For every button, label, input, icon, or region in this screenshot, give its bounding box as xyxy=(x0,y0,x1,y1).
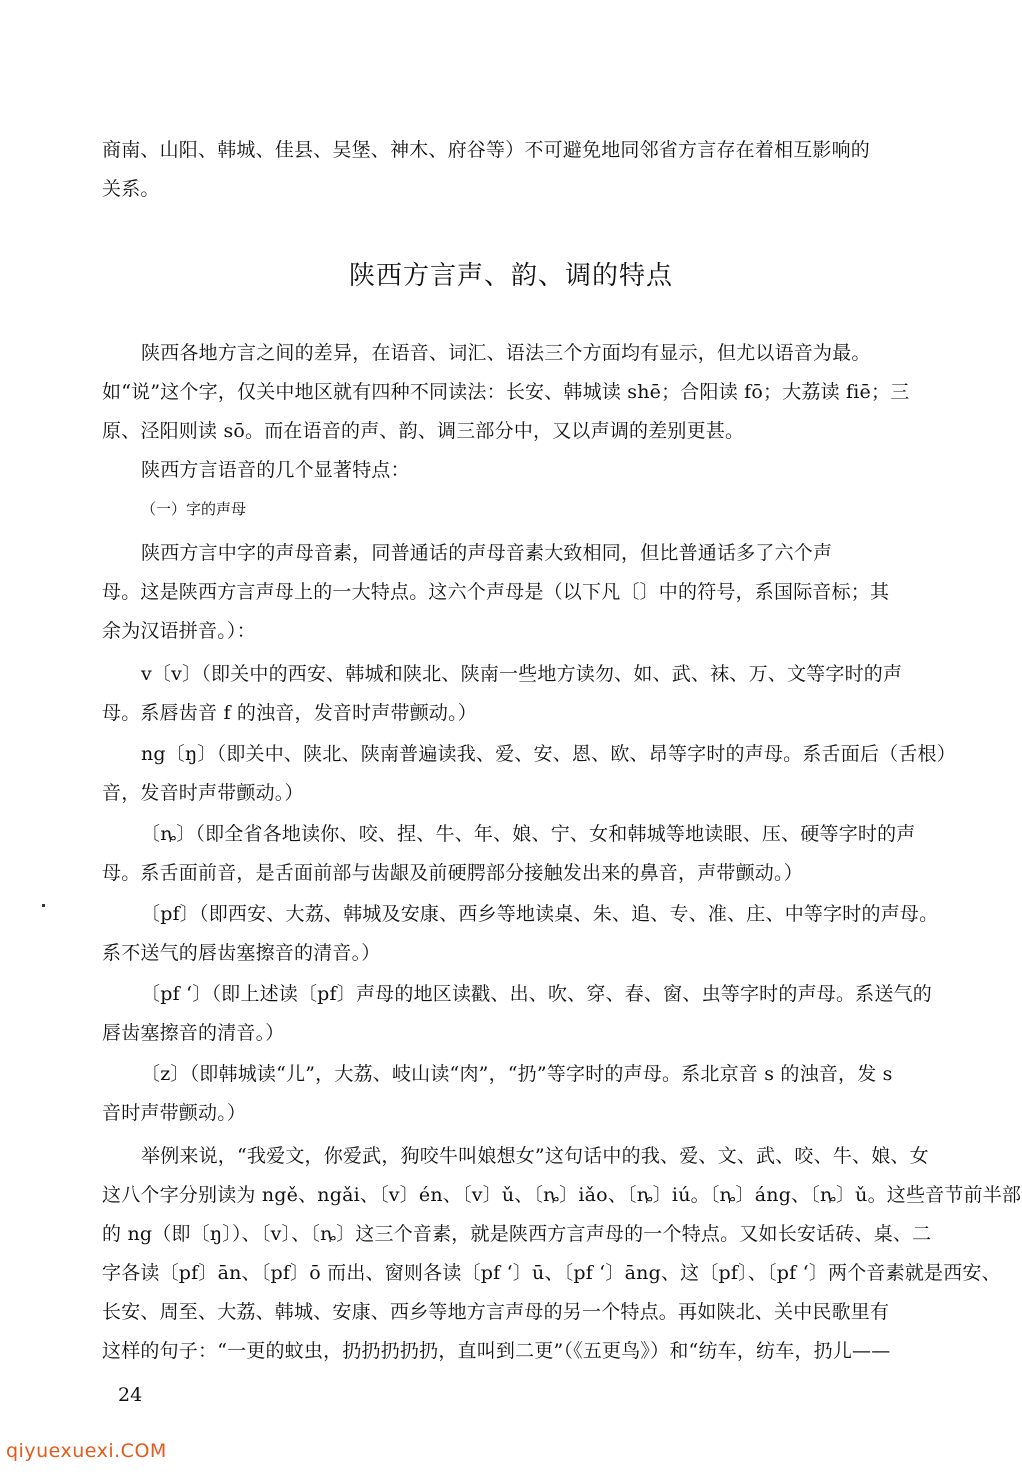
item-ng-line-1: ng〔ŋ〕（即关中、陕北、陕南普遍读我、爱、安、恩、欧、昂等字时的声母。系舌面后（舌根） xyxy=(141,743,956,765)
top-paragraph-line-2: 关系。 xyxy=(102,178,160,200)
initials-paragraph-line-1: 陕西方言中字的声母音素，同普通话的声母音素大致相同，但比普通话多了六个声 xyxy=(141,542,833,564)
item-pfh-line-1: 〔pf ‘〕（即上述读〔pf〕声母的地区读戳、出、吹、穿、春、窗、虫等字时的声母。系送气的 xyxy=(141,983,932,1005)
example-paragraph-line-5: 长安、周至、大荔、韩城、安康、西乡等地方言声母的另一个特点。再如陕北、关中民歌里有 xyxy=(102,1301,890,1323)
example-paragraph-line-1: 举例来说，“我爱文，你爱武，狗咬牛叫娘想女”这句话中的我、爱、文、武、咬、牛、娘、女 xyxy=(141,1145,929,1167)
item-pfh-line-2: 唇齿塞擦音的清音。） xyxy=(102,1022,285,1044)
item-pf-line-2: 系不送气的唇齿塞擦音的清音。） xyxy=(102,942,381,964)
item-z-line-1: 〔z〕（即韩城读“儿”，大荔、岐山读“肉”，“扔”等字时的声母。系北京音 s 的浊音，发 s xyxy=(141,1063,893,1085)
top-paragraph-line-1: 商南、山阳、韩城、佳县、吴堡、神木、府谷等）不可避免地同邻省方言存在着相互影响的 xyxy=(102,139,871,161)
site-watermark: qiyuexuexi.COM xyxy=(6,1440,167,1462)
subheading-initials: （一）字的声母 xyxy=(141,500,247,518)
intro-paragraph-line-1: 陕西各地方言之间的差异，在语音、词汇、语法三个方面均有显示，但尤以语音为最。 xyxy=(141,342,871,364)
item-n-line-2: 母。系舌面前音，是舌面前部与齿龈及前硬腭部分接触发出来的鼻音，声带颤动。） xyxy=(102,862,803,884)
example-paragraph-line-4: 字各读〔pf〕ān、〔pf〕ō 而出、窗则各读〔pf ‘〕ū、〔pf ‘〕āng、这〔pf〕、〔pf ‘〕两个音素就是西安、 xyxy=(102,1262,1001,1284)
intro-paragraph-line-3: 原、泾阳则读 sō。而在语音的声、韵、调三部分中，又以声调的差别更甚。 xyxy=(102,420,745,442)
example-paragraph-line-3: 的 ng（即〔ŋ〕）、〔v〕、〔ȵ〕这三个音素，就是陕西方言声母的一个特点。又如长安话砖、桌、二 xyxy=(102,1223,932,1245)
initials-paragraph-line-3: 余为汉语拼音。）： xyxy=(102,620,256,642)
page-number: 24 xyxy=(118,1384,143,1406)
item-z-line-2: 音时声带颤动。） xyxy=(102,1102,247,1124)
item-n-line-1: 〔ȵ〕（即全省各地读你、咬、捏、牛、年、娘、宁、女和韩城等地读眼、压、硬等字时的声 xyxy=(141,823,916,845)
example-paragraph-line-6: 这样的句子：“一更的蚊虫，扔扔扔扔扔，直叫到二更”（《五更鸟》）和“纺车，纺车，扔儿—— xyxy=(102,1340,891,1362)
item-v-line-1: v〔v〕（即关中的西安、韩城和陕北、陕南一些地方读勿、如、武、袜、万、文等字时的声 xyxy=(141,663,903,685)
intro-paragraph-line-2: 如“说”这个字，仅关中地区就有四种不同读法：长安、韩城读 shē；合阳读 fō；大荔读 fiē；三 xyxy=(102,381,910,403)
features-intro: 陕西方言语音的几个显著特点： xyxy=(141,459,410,481)
section-title: 陕西方言声、韵、调的特点 xyxy=(348,261,673,291)
item-v-line-2: 母。系唇齿音 f 的浊音，发音时声带颤动。） xyxy=(102,702,478,724)
margin-mark xyxy=(42,904,45,907)
example-paragraph-line-2: 这八个字分别读为 ngě、ngǎi、〔v〕én、〔v〕ǔ、〔ȵ〕iǎo、〔ȵ〕iú。〔ȵ〕áng、〔ȵ〕ǔ。这些音节前半部 xyxy=(102,1184,1022,1206)
initials-paragraph-line-2: 母。这是陕西方言声母上的一大特点。这六个声母是（以下凡〔〕中的符号，系国际音标；其 xyxy=(102,581,890,603)
item-pf-line-1: 〔pf〕（即西安、大荔、韩城及安康、西乡等地读桌、朱、追、专、准、庄、中等字时的声母。 xyxy=(141,903,939,925)
item-ng-line-2: 音，发音时声带颤动。） xyxy=(102,782,304,804)
